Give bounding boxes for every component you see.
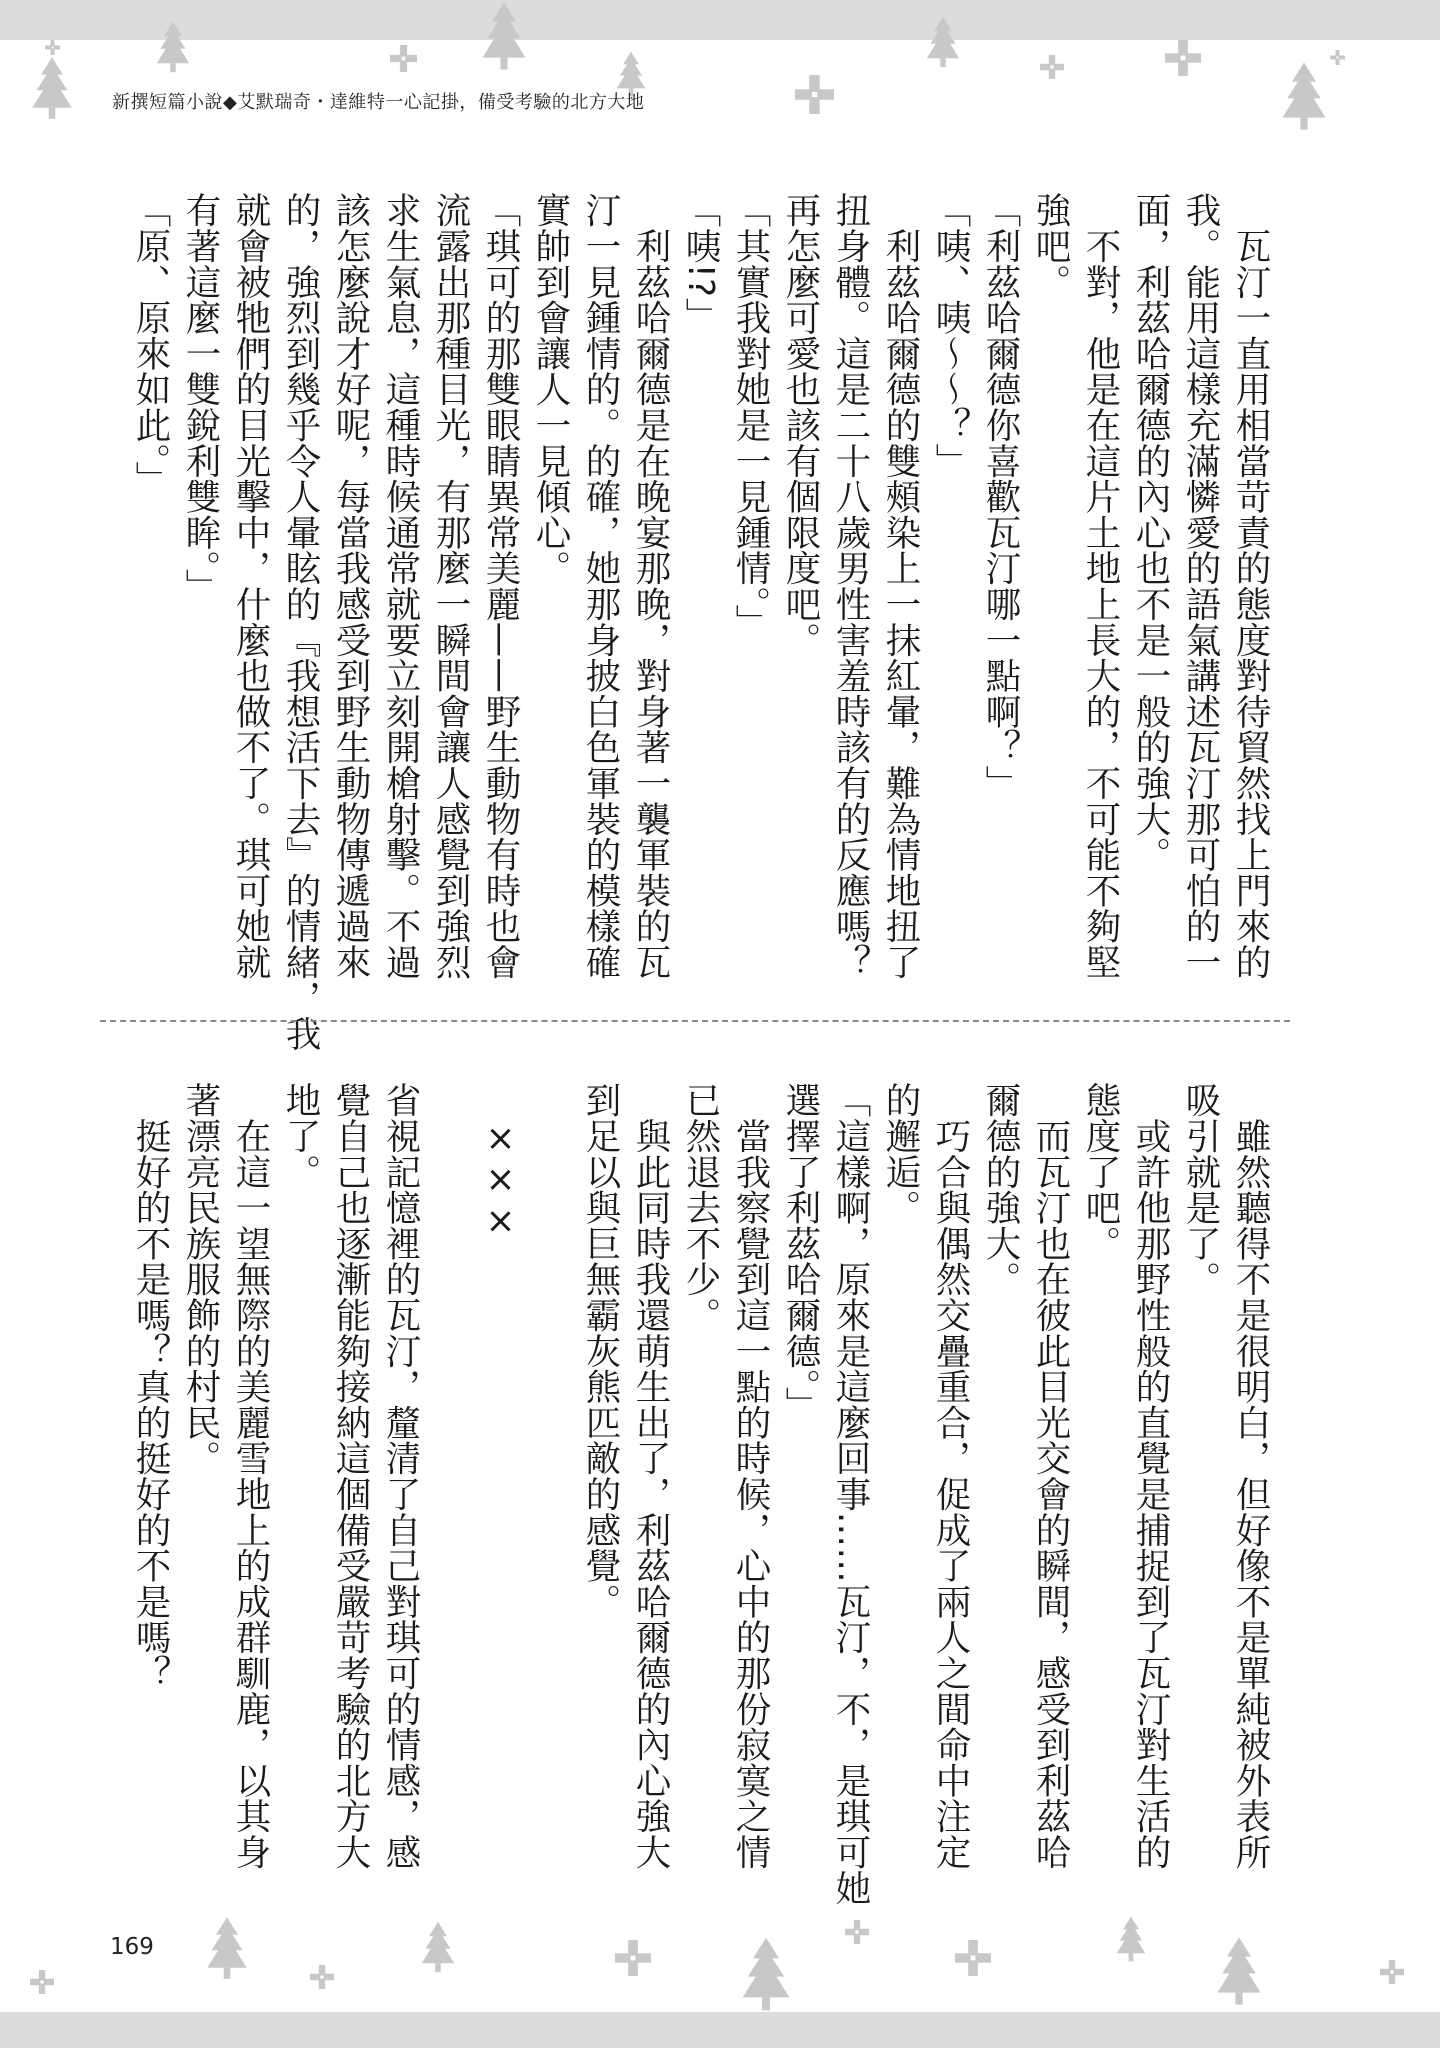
pine-tree-icon bbox=[480, 0, 528, 72]
text-column: 地了。 bbox=[280, 1082, 321, 1190]
text-column: 該怎麼說才好呢，每當我感受到野生動物傳遞過來 bbox=[330, 192, 371, 980]
snowflake-cross-icon bbox=[1165, 40, 1201, 76]
bottom-text-block bbox=[125, 1082, 1275, 1905]
top-text-block bbox=[125, 192, 1275, 1051]
pine-tree-icon bbox=[155, 20, 191, 74]
snowflake-cross-icon bbox=[845, 1920, 869, 1944]
snowflake-cross-icon bbox=[45, 40, 60, 55]
pine-tree-icon bbox=[205, 1915, 249, 1981]
pine-tree-icon bbox=[1115, 1915, 1147, 1963]
text-column: 當我察覺到這一點的時候，心中的那份寂寞之情 bbox=[730, 1082, 771, 1870]
text-column: 在這一望無際的美麗雪地上的成群馴鹿，以其身 bbox=[230, 1082, 271, 1870]
text-column: 著漂亮民族服飾的村民。 bbox=[180, 1082, 221, 1476]
pine-tree-icon bbox=[1280, 60, 1328, 132]
text-column: 爾德的強大。 bbox=[980, 1082, 1021, 1297]
text-column: 而瓦汀也在彼此目光交會的瞬間，感受到利茲哈 bbox=[1030, 1082, 1071, 1870]
text-column: 流露出那種目光，有那麼一瞬間會讓人感覺到強烈 bbox=[430, 192, 471, 980]
text-column: 「琪可的那雙眼睛異常美麗——野生動物有時也會 bbox=[480, 192, 521, 980]
text-column: 省視記憶裡的瓦汀，釐清了自己對琪可的情感，感 bbox=[380, 1082, 421, 1870]
text-column: 利茲哈爾德的雙頰染上一抹紅暈，難為情地扭了 bbox=[880, 192, 921, 980]
text-column: 瓦汀一直用相當苛責的態度對待貿然找上門來的 bbox=[1230, 192, 1271, 980]
pine-tree-icon bbox=[30, 55, 74, 121]
text-column: 雖然聽得不是很明白，但好像不是單純被外表所 bbox=[1230, 1082, 1271, 1870]
text-column: 有著這麼一雙銳利雙眸。」 bbox=[180, 192, 221, 604]
text-column: 吸引就是了。 bbox=[1180, 1082, 1221, 1297]
snowflake-cross-icon bbox=[390, 45, 417, 72]
text-column: 實帥到會讓人一見傾心。 bbox=[530, 192, 571, 586]
running-header: 新撰短篇小說◆艾默瑞奇・達維特一心記掛，備受考驗的北方大地 bbox=[112, 92, 645, 113]
pine-tree-icon bbox=[1215, 1935, 1263, 2007]
text-column: 已然退去不少。 bbox=[680, 1082, 721, 1333]
text-column: ××× bbox=[480, 1082, 521, 1242]
text-column: 「這樣啊，原來是這麼回事……瓦汀，不，是琪可她 bbox=[830, 1082, 871, 1906]
snowflake-cross-icon bbox=[1380, 1960, 1404, 1984]
snowflake-cross-icon bbox=[615, 1940, 651, 1976]
page-number: 169 bbox=[110, 1934, 154, 1960]
text-column: 或許他那野性般的直覺是捕捉到了瓦汀對生活的 bbox=[1130, 1082, 1171, 1870]
bottom-border-band bbox=[0, 2012, 1440, 2048]
snowflake-cross-icon bbox=[955, 1940, 991, 1976]
section-divider bbox=[100, 1020, 1290, 1022]
text-column: 再怎麼可愛也該有個限度吧。 bbox=[780, 192, 821, 658]
text-column: 強吧。 bbox=[1030, 192, 1071, 300]
text-column: 「原、原來如此。」 bbox=[130, 192, 171, 497]
text-column: 「其實我對她是一見鍾情。」 bbox=[730, 192, 771, 640]
text-column: 就會被牠們的目光擊中，什麼也做不了。琪可她就 bbox=[230, 192, 271, 980]
top-border-band bbox=[0, 0, 1440, 40]
snowflake-cross-icon bbox=[310, 1965, 334, 1989]
text-column: 到足以與巨無霸灰熊匹敵的感覺。 bbox=[580, 1082, 621, 1619]
text-column: 汀一見鍾情的。的確，她那身披白色軍裝的模樣確 bbox=[580, 192, 621, 980]
text-column: 扭身體。這是二十八歲男性害羞時該有的反應嗎？ bbox=[830, 192, 871, 980]
text-column: 「咦、咦〜〜？」 bbox=[930, 192, 971, 479]
text-column: 挺好的不是嗎？真的挺好的不是嗎？ bbox=[130, 1082, 171, 1691]
text-column: 與此同時我還萌生出了，利茲哈爾德的內心強大 bbox=[630, 1082, 671, 1870]
text-column: 利茲哈爾德是在晚宴那晚，對身著一襲軍裝的瓦 bbox=[630, 192, 671, 980]
text-column bbox=[425, 1082, 475, 1905]
text-column: 求生氣息，這種時候通常就要立刻開槍射擊。不過 bbox=[380, 192, 421, 980]
snowflake-cross-icon bbox=[1330, 50, 1345, 65]
pine-tree-icon bbox=[740, 1935, 792, 2013]
text-column: 「利茲哈爾德你喜歡瓦汀哪一點啊？」 bbox=[980, 192, 1021, 801]
snowflake-cross-icon bbox=[1040, 55, 1064, 79]
text-column: 態度了吧。 bbox=[1080, 1082, 1121, 1261]
snowflake-cross-icon bbox=[30, 1970, 54, 1994]
pine-tree-icon bbox=[925, 15, 961, 69]
text-column: 選擇了利茲哈爾德。」 bbox=[780, 1082, 821, 1423]
text-column: 巧合與偶然交疊重合，促成了兩人之間命中注定 bbox=[930, 1082, 971, 1870]
text-column: 面，利茲哈爾德的內心也不是一般的強大。 bbox=[1130, 192, 1171, 873]
text-column: 的，強烈到幾乎令人暈眩的『我想活下去』的情緒，我 bbox=[280, 192, 321, 1052]
text-column: 不對，他是在這片土地上長大的，不可能不夠堅 bbox=[1080, 192, 1121, 980]
pine-tree-icon bbox=[420, 1920, 456, 1974]
text-column bbox=[525, 1082, 575, 1905]
text-column: 「咦!?」 bbox=[680, 192, 721, 334]
snowflake-cross-icon bbox=[795, 75, 834, 114]
text-column: 的邂逅。 bbox=[880, 1082, 921, 1226]
text-column: 我。能用這樣充滿憐愛的語氣講述瓦汀那可怕的一 bbox=[1180, 192, 1221, 980]
text-column: 覺自己也逐漸能夠接納這個備受嚴苛考驗的北方大 bbox=[330, 1082, 371, 1870]
